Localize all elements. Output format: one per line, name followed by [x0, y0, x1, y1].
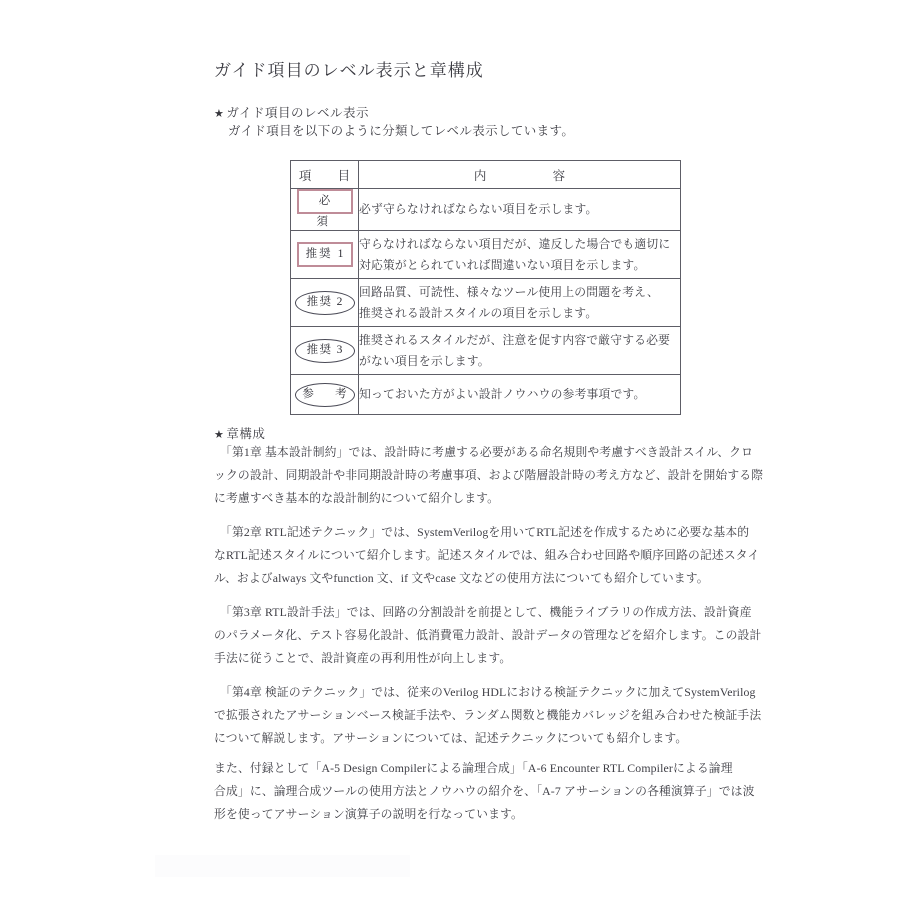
table-row	[291, 231, 681, 279]
star-bullet-icon: ★	[214, 429, 225, 441]
paragraph-appendix	[214, 757, 755, 826]
paragraph-line: 「第1章 基本設計制約」では、設計時に考慮する必要がある命名規則や考慮すべき設計スイル、クロ	[214, 445, 754, 459]
section-heading-chapter-structure-label: 章構成	[226, 427, 266, 441]
level-description-cell	[359, 327, 681, 375]
level-badge-recommended-1: 推奨 1	[297, 242, 353, 267]
level-description-line: 回路品質、可読性、様々なツール使用上の問題を考え、	[359, 285, 659, 300]
section-heading-guide-levels	[214, 103, 369, 121]
paragraph-line: ックの設計、同期設計や非同期設計時の考慮事項、および階層設計時の考え方など、設計を開始する際	[214, 468, 764, 482]
paragraph-line: なRTL記述スタイルについて紹介します。記述スタイルでは、組み合わせ回路や順序回路の記述スタイ	[214, 548, 760, 562]
level-description-cell	[359, 279, 681, 327]
table-row	[291, 327, 681, 375]
table-row	[291, 375, 681, 415]
table-row	[291, 189, 681, 231]
paragraph-chapter-3	[214, 601, 762, 670]
section-heading-chapter-structure	[214, 424, 265, 442]
level-description-cell	[359, 189, 681, 231]
level-badge-cell	[291, 189, 359, 231]
level-badge-required: 必 須	[297, 189, 353, 214]
paragraph-chapter-1	[214, 441, 764, 510]
level-description-line: 知っておいた方がよい設計ノウハウの参考事項です。	[359, 387, 646, 402]
level-description-line: 守らなければならない項目だが、違反した場合でも適切に	[359, 237, 671, 252]
level-description-line: がない項目を示します。	[359, 353, 490, 368]
paragraph-line: ル、およびalways 文やfunction 文、if 文やcase 文などの使用方法についても紹介しています。	[214, 571, 709, 585]
table-header-content: 内 容	[359, 161, 681, 189]
level-badge-cell	[291, 375, 359, 415]
level-badge-recommended-2: 推奨 2	[295, 291, 355, 315]
table-header-row	[291, 161, 681, 189]
table-header-item: 項 目	[291, 161, 359, 189]
table-row	[291, 279, 681, 327]
level-description-line: 必ず守らなければならない項目を示します。	[359, 202, 598, 217]
paragraph-chapter-2	[214, 521, 760, 590]
level-description-line: 推奨されるスタイルだが、注意を促す内容で厳守する必要	[359, 333, 671, 348]
paragraph-line: また、付録として「A-5 Design Compilerによる論理合成」「A-6 Encounter RTL Compilerによる論理	[214, 761, 733, 775]
level-badge-recommended-3: 推奨 3	[295, 339, 355, 363]
scan-artifact-band	[155, 855, 410, 877]
paragraph-line: 手法に従うことで、設計資産の再利用性が向上します。	[214, 651, 512, 665]
level-badge-cell	[291, 327, 359, 375]
paragraph-line: 「第2章 RTL記述テクニック」では、SystemVerilogを用いてRTL記述を作成するために必要な基本的	[214, 525, 750, 539]
paragraph-line: に考慮すべき基本的な設計制約について紹介します。	[214, 491, 500, 505]
paragraph-line: について解説します。アサーションについては、記述テクニックについても紹介します。	[214, 731, 688, 745]
paragraph-line: 合成」に、論理合成ツールの使用方法とノウハウの紹介を、「A-7 アサーションの各種演算子」では波	[214, 784, 755, 798]
paragraph-line: 「第3章 RTL設計手法」では、回路の分割設計を前提として、機能ライブラリの作成方法、設計資産	[214, 605, 752, 619]
level-description-line: 推奨される設計スタイルの項目を示します。	[359, 305, 598, 320]
paragraph-line: 形を使ってアサーション演算子の説明を行なっています。	[214, 807, 523, 821]
paragraph-chapter-4	[214, 681, 762, 750]
level-badge-reference: 参 考	[295, 383, 355, 407]
star-bullet-icon: ★	[214, 108, 225, 120]
paragraph-line: 「第4章 検証のテクニック」では、従来のVerilog HDLにおける検証テクニックに加えてSystemVerilog	[214, 685, 756, 699]
level-badge-cell	[291, 231, 359, 279]
guide-level-table	[290, 160, 681, 415]
level-badge-cell	[291, 279, 359, 327]
level-description-cell	[359, 375, 681, 415]
level-description-line: 対応策がとられていれば間違いない項目を示します。	[359, 257, 646, 272]
paragraph-line: のパラメータ化、テスト容易化設計、低消費電力設計、設計データの管理などを紹介します。この設計	[214, 628, 762, 642]
page-title: ガイド項目のレベル表示と章構成	[214, 61, 484, 80]
guide-levels-lead-text: ガイド項目を以下のように分類してレベル表示しています。	[228, 124, 575, 138]
paragraph-line: で拡張されたアサーションベース検証手法や、ランダム関数と機能カバレッジを組み合わせた検証手法	[214, 708, 762, 722]
section-heading-guide-levels-label: ガイド項目のレベル表示	[226, 106, 370, 120]
level-description-cell	[359, 231, 681, 279]
